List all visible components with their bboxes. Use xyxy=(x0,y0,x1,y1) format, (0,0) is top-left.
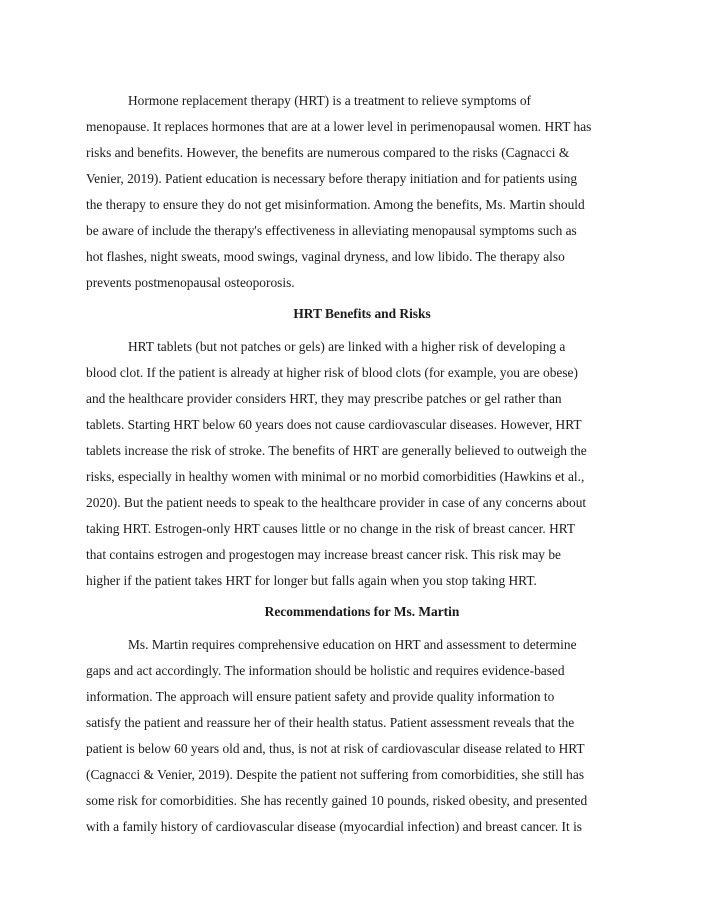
text-line: (Cagnacci & Venier, 2019). Despite the patient not suffering from comorbidities, she still has xyxy=(86,767,585,782)
text-line: tablets increase the risk of stroke. The benefits of HRT are generally believed to outweigh the xyxy=(86,443,587,458)
text-line: risks and benefits. However, the benefits are numerous compared to the risks (Cagnacci & xyxy=(86,145,570,160)
text-line: that contains estrogen and progestogen may increase breast cancer risk. This risk may be xyxy=(86,547,561,562)
text-line: some risk for comorbidities. She has recently gained 10 pounds, risked obesity, and presented xyxy=(86,793,588,808)
text-line: Hormone replacement therapy (HRT) is a treatment to relieve symptoms of xyxy=(128,93,532,108)
text-line: risks, especially in healthy women with minimal or no morbid comorbidities (Hawkins et al., xyxy=(86,469,585,484)
text-line: hot flashes, night sweats, mood swings, vaginal dryness, and low libido. The therapy also xyxy=(86,249,565,264)
text-line: Venier, 2019). Patient education is necessary before therapy initiation and for patients using xyxy=(86,171,578,186)
text-line: HRT tablets (but not patches or gels) are linked with a higher risk of developing a xyxy=(128,339,566,354)
text-line: Ms. Martin requires comprehensive education on HRT and assessment to determine xyxy=(128,637,577,652)
document-page xyxy=(86,88,638,840)
text-line: prevents postmenopausal osteoporosis. xyxy=(86,275,295,290)
text-line: and the healthcare provider considers HRT, they may prescribe patches or gel rather than xyxy=(86,391,562,406)
text-line: blood clot. If the patient is already at higher risk of blood clots (for example, you are obese) xyxy=(86,365,578,380)
text-line: be aware of include the therapy's effectiveness in alleviating menopausal symptoms such as xyxy=(86,223,577,238)
text-line: information. The approach will ensure patient safety and provide quality information to xyxy=(86,689,555,704)
text-line: gaps and act accordingly. The information should be holistic and requires evidence-based xyxy=(86,663,565,678)
text-line: the therapy to ensure they do not get misinformation. Among the benefits, Ms. Martin should xyxy=(86,197,585,212)
text-line: satisfy the patient and reassure her of their health status. Patient assessment reveals that the xyxy=(86,715,575,730)
text-line: taking HRT. Estrogen-only HRT causes little or no change in the risk of breast cancer. HRT xyxy=(86,521,576,536)
paragraph-benefits-risks xyxy=(86,334,638,594)
text-line: 2020). But the patient needs to speak to the healthcare provider in case of any concerns about xyxy=(86,495,587,510)
paragraph-recommendations xyxy=(86,632,638,840)
text-line: higher if the patient takes HRT for longer but falls again when you stop taking HRT. xyxy=(86,573,537,588)
paragraph-hrt-intro xyxy=(86,88,638,296)
section-heading-recommendations: Recommendations for Ms. Martin xyxy=(264,604,460,619)
section-heading-benefits-risks: HRT Benefits and Risks xyxy=(293,306,431,321)
text-line: menopause. It replaces hormones that are at a lower level in perimenopausal women. HRT has xyxy=(86,119,592,134)
text-line: patient is below 60 years old and, thus, is not at risk of cardiovascular disease related to HRT xyxy=(86,741,585,756)
text-line: with a family history of cardiovascular disease (myocardial infection) and breast cancer. It is xyxy=(86,819,583,834)
text-line: tablets. Starting HRT below 60 years does not cause cardiovascular diseases. However, HRT xyxy=(86,417,582,432)
